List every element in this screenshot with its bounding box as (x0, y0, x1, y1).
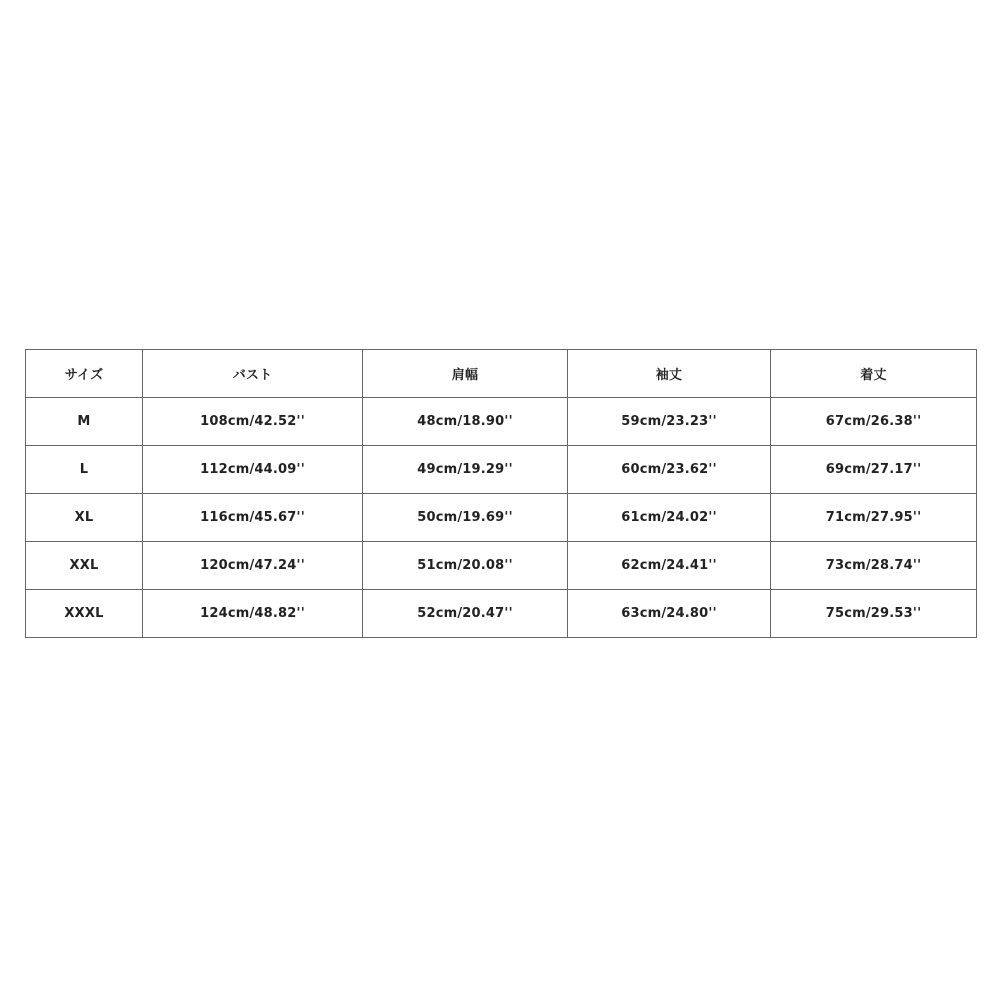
shoulder-width-cell: 50cm/19.69'' (363, 494, 568, 542)
size-cell: XXL (26, 542, 143, 590)
header-body-length: 着丈 (771, 350, 977, 398)
size-cell: XL (26, 494, 143, 542)
sleeve-length-cell: 61cm/24.02'' (568, 494, 771, 542)
sleeve-length-cell: 59cm/23.23'' (568, 398, 771, 446)
header-size: サイズ (26, 350, 143, 398)
body-length-cell: 71cm/27.95'' (771, 494, 977, 542)
shoulder-width-cell: 48cm/18.90'' (363, 398, 568, 446)
bust-cell: 108cm/42.52'' (143, 398, 363, 446)
sleeve-length-cell: 62cm/24.41'' (568, 542, 771, 590)
body-length-cell: 73cm/28.74'' (771, 542, 977, 590)
table-row (26, 590, 977, 638)
sleeve-length-cell: 63cm/24.80'' (568, 590, 771, 638)
bust-cell: 120cm/47.24'' (143, 542, 363, 590)
bust-cell: 124cm/48.82'' (143, 590, 363, 638)
shoulder-width-cell: 52cm/20.47'' (363, 590, 568, 638)
sleeve-length-cell: 60cm/23.62'' (568, 446, 771, 494)
shoulder-width-cell: 51cm/20.08'' (363, 542, 568, 590)
header-sleeve-length: 袖丈 (568, 350, 771, 398)
header-shoulder-width: 肩幅 (363, 350, 568, 398)
body-length-cell: 75cm/29.53'' (771, 590, 977, 638)
body-length-cell: 69cm/27.17'' (771, 446, 977, 494)
size-cell: L (26, 446, 143, 494)
size-chart-table (25, 349, 977, 638)
table-row (26, 398, 977, 446)
bust-cell: 112cm/44.09'' (143, 446, 363, 494)
size-cell: XXXL (26, 590, 143, 638)
table-row (26, 446, 977, 494)
header-bust: バスト (143, 350, 363, 398)
header-row (26, 350, 977, 398)
body-length-cell: 67cm/26.38'' (771, 398, 977, 446)
table-row (26, 542, 977, 590)
bust-cell: 116cm/45.67'' (143, 494, 363, 542)
table-row (26, 494, 977, 542)
shoulder-width-cell: 49cm/19.29'' (363, 446, 568, 494)
size-cell: M (26, 398, 143, 446)
